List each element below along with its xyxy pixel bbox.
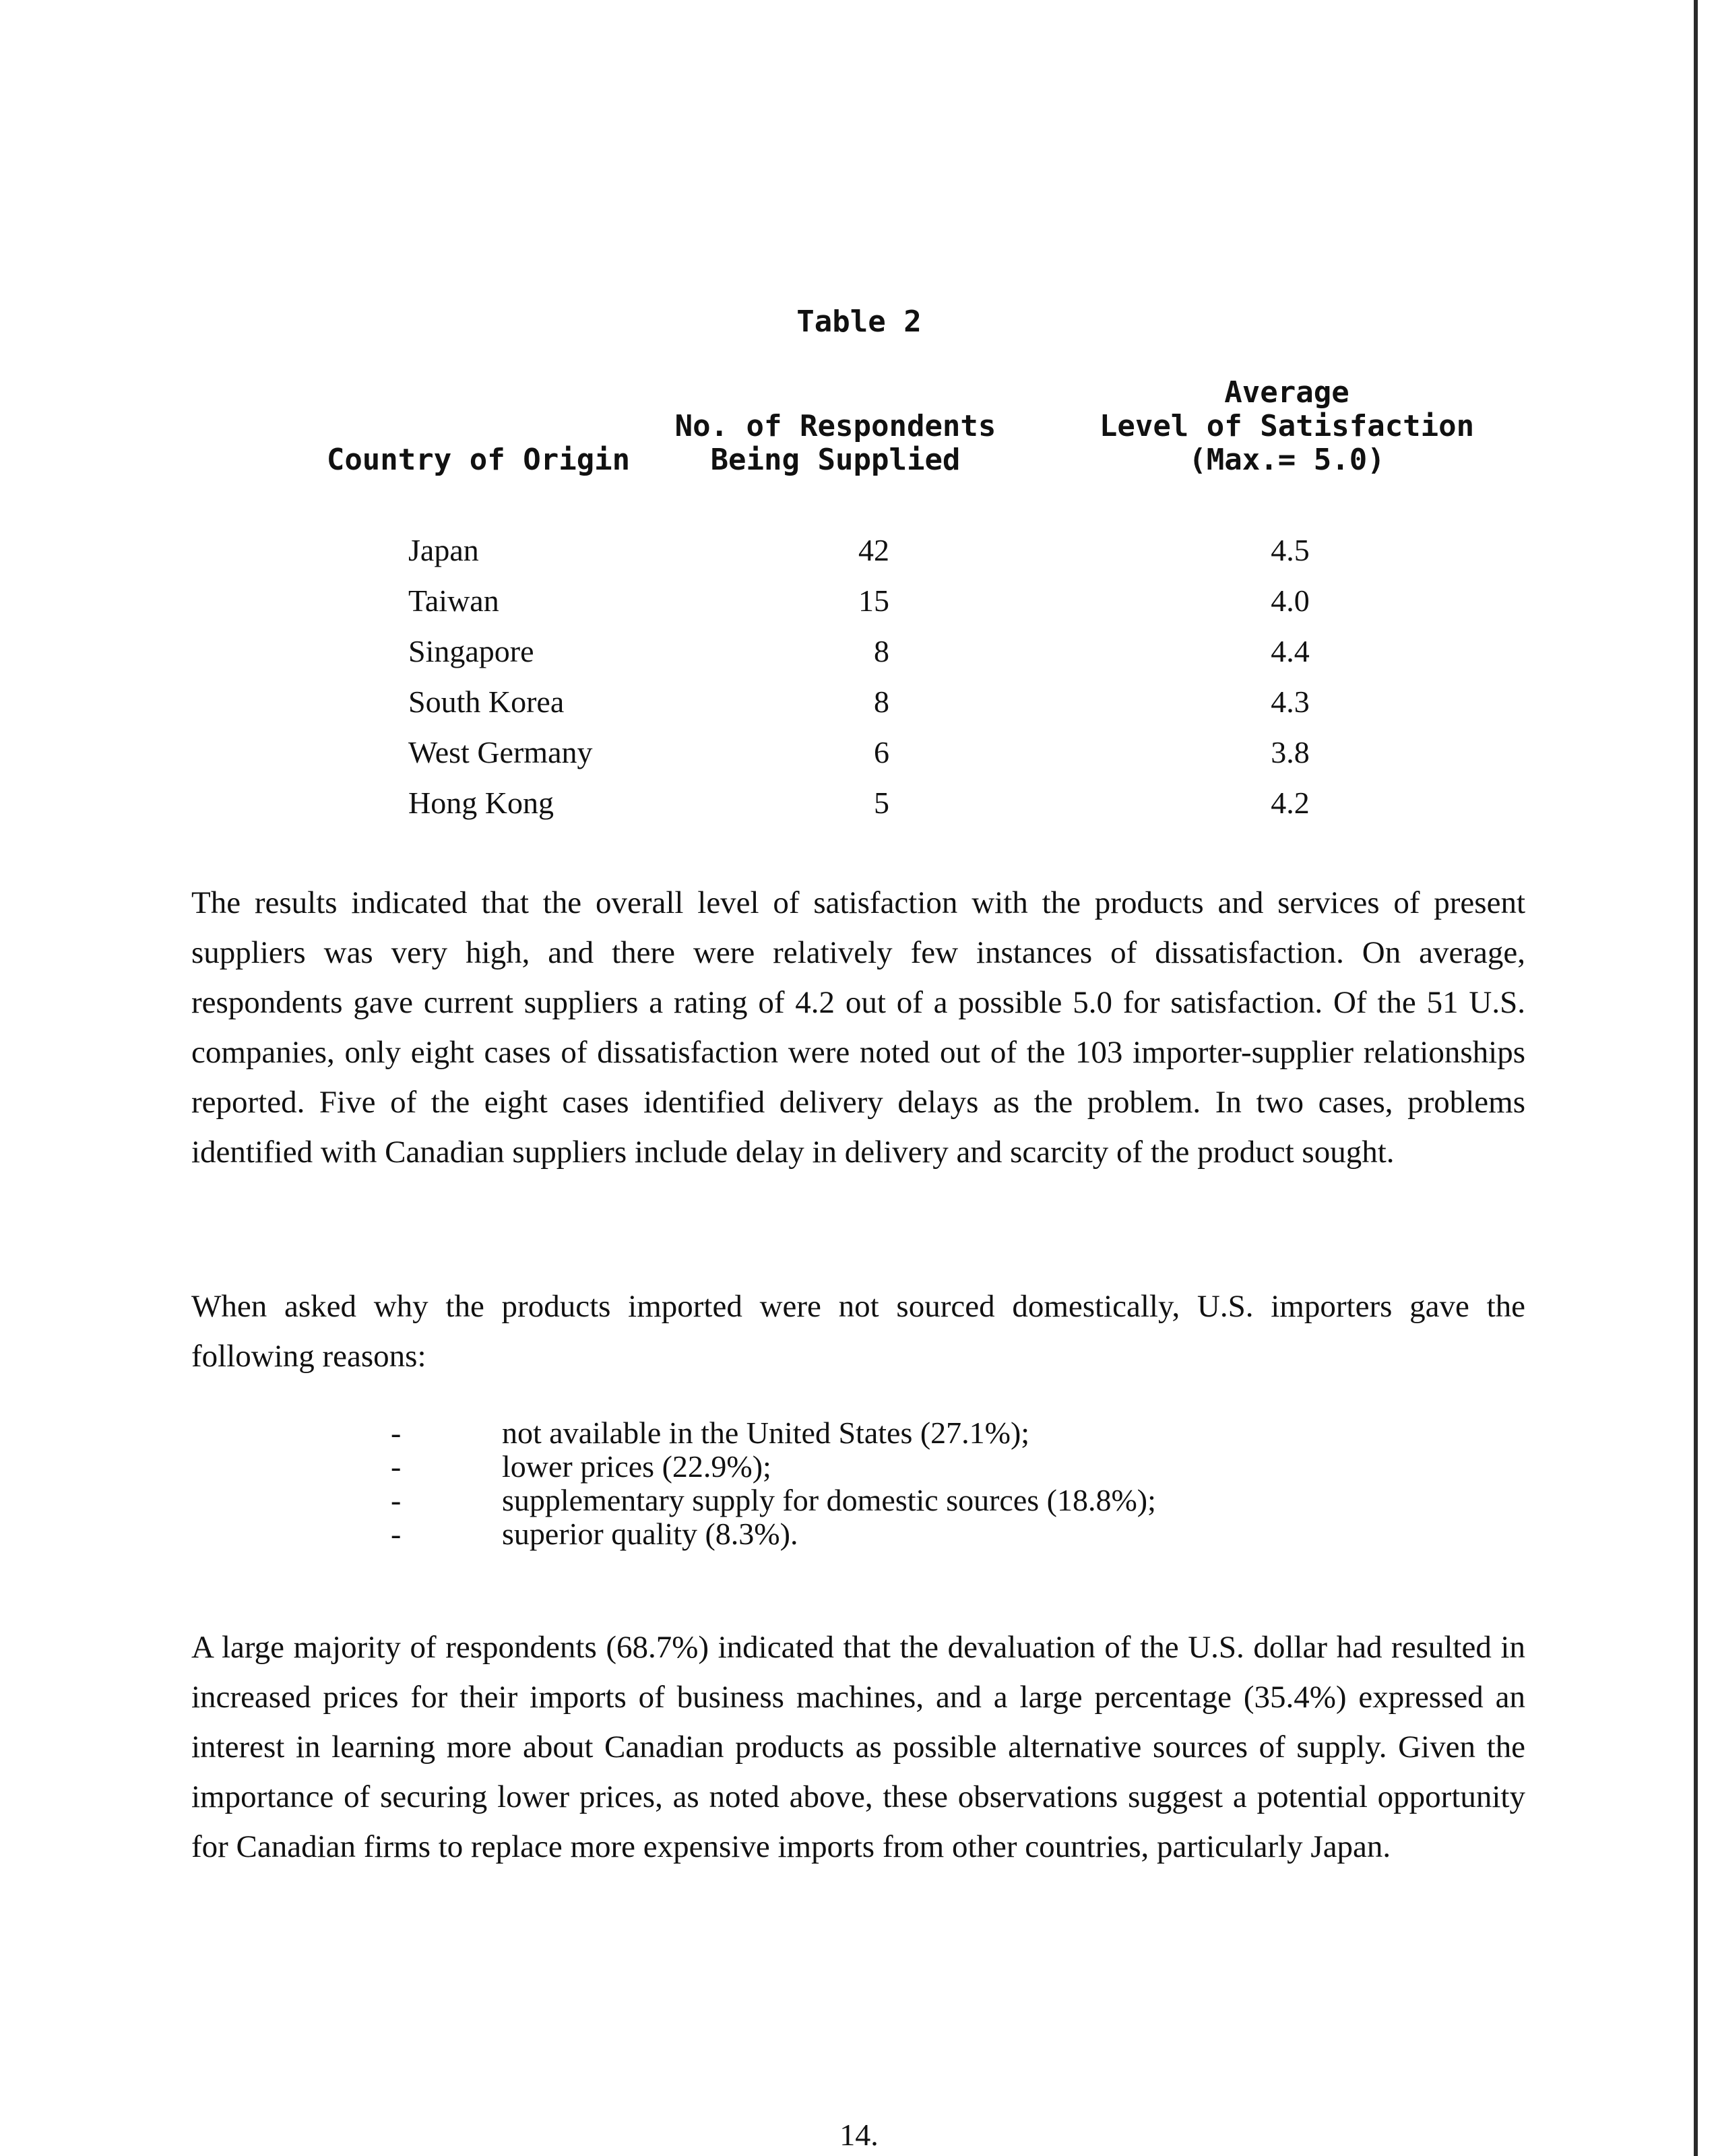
table-row [0, 577, 1718, 628]
column-header-country [296, 443, 660, 477]
paragraph-devaluation: A large majority of respondents (68.7%) indicated that the devaluation of the U.S. dollar had resulted in increased prices for their imports of business machines, and a large percentage (35.4%) expressed an interest in learning more about Canadian products as possible alternative sources of supply. Given the importance of securing lower prices, as noted above, these observations suggest a potential opportunity for Canadian firms to replace more expensive imports from other countries, particularly Japan. [191, 1630, 1525, 1864]
cell-respondents: 15 [858, 583, 889, 618]
cell-country: Hong Kong [408, 786, 554, 820]
column-header-line: No. of Respondents [674, 409, 996, 443]
list-item-text: superior quality (8.3%). [502, 1517, 798, 1551]
page-number: 14. [839, 2118, 879, 2152]
paragraph-import-reasons-intro: When asked why the products imported were not sourced domestically, U.S. importers gave the following reasons: [191, 1289, 1525, 1374]
cell-satisfaction: 4.5 [1271, 533, 1310, 567]
cell-country: South Korea [408, 685, 565, 719]
list-item [391, 1450, 1469, 1484]
column-header-satisfaction [1078, 376, 1496, 477]
column-header-line: Being Supplied [710, 443, 961, 477]
column-header-line: (Max.= 5.0) [1188, 443, 1385, 477]
cell-respondents: 8 [874, 685, 889, 719]
table-row [0, 527, 1718, 577]
table-row [0, 780, 1718, 830]
cell-satisfaction: 4.0 [1271, 583, 1310, 618]
list-bullet: - [391, 1449, 402, 1484]
cell-respondents: 42 [858, 533, 889, 567]
cell-satisfaction: 4.4 [1271, 634, 1310, 668]
table-row [0, 678, 1718, 729]
cell-country: Singapore [408, 634, 534, 668]
cell-respondents: 8 [874, 634, 889, 668]
cell-country: Taiwan [408, 583, 499, 618]
table-title: Table 2 [796, 305, 922, 339]
cell-satisfaction: 4.3 [1271, 685, 1310, 719]
cell-satisfaction: 3.8 [1271, 735, 1310, 769]
cell-respondents: 5 [874, 786, 889, 820]
cell-country: Japan [408, 533, 479, 567]
column-header-line: Average [1224, 375, 1349, 410]
cell-respondents: 6 [874, 735, 889, 769]
table-body [0, 527, 1718, 830]
list-item [391, 1416, 1469, 1450]
column-header-respondents [647, 410, 1024, 477]
cell-satisfaction: 4.2 [1271, 786, 1310, 820]
table-row [0, 729, 1718, 780]
list-item [391, 1517, 1469, 1551]
paragraph-satisfaction-results: The results indicated that the overall level of satisfaction with the products and services of present suppliers was very high, and there were relatively few instances of dissatisfaction. On average, respondents gave current suppliers a rating of 4.2 out of a possible 5.0 for satisfaction. Of the 51 U.S. companies, only eight cases of dissatisfaction were noted out of the 103 importer-supplier relationships reported. Five of the eight cases identified delivery delays as the problem. In two cases, problems identified with Canadian suppliers include delay in delivery and scarcity of the product sought. [191, 885, 1525, 1170]
list-bullet: - [391, 1517, 402, 1551]
column-header-line: Level of Satisfaction [1099, 409, 1475, 443]
table-row [0, 628, 1718, 678]
list-item-text: supplementary supply for domestic sources (18.8%); [502, 1483, 1156, 1517]
column-header-line: Country of Origin [326, 443, 631, 477]
list-bullet: - [391, 1483, 402, 1517]
list-item [391, 1484, 1469, 1517]
list-item-text: not available in the United States (27.1%); [502, 1416, 1030, 1450]
list-item-text: lower prices (22.9%); [502, 1449, 771, 1484]
list-bullet: - [391, 1416, 402, 1450]
cell-country: West Germany [408, 735, 593, 769]
reasons-list [391, 1416, 1469, 1551]
